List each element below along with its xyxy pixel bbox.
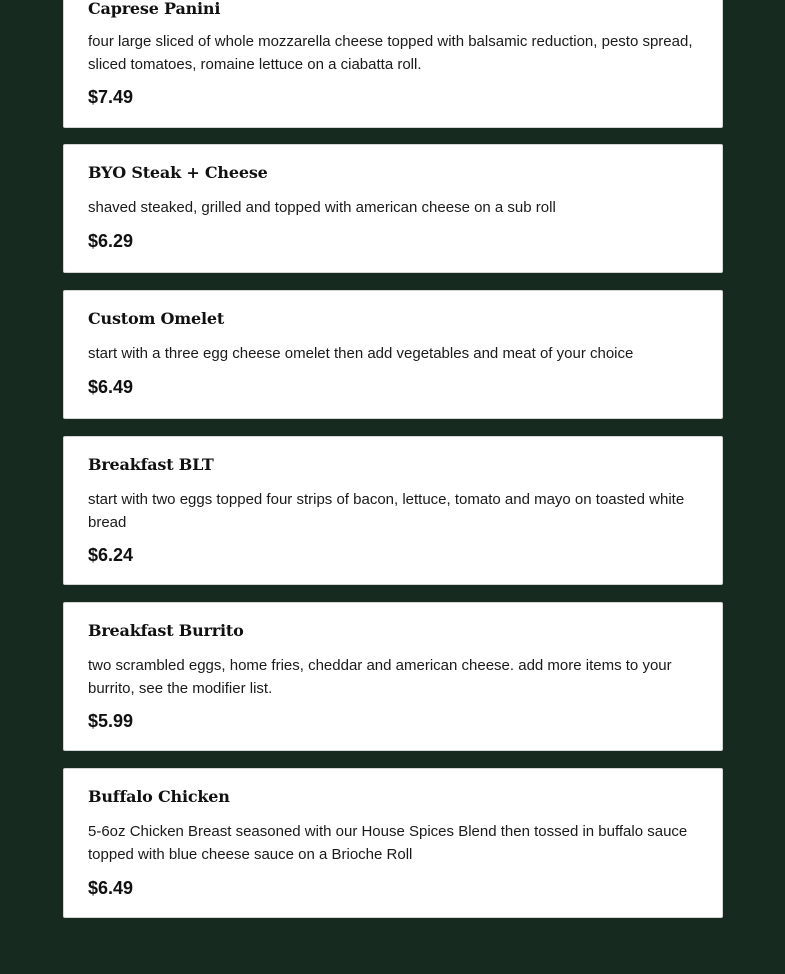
menu-item-card[interactable]	[63, 290, 723, 419]
menu-item-price: $7.49	[88, 87, 134, 107]
menu-item-price: $6.24	[88, 545, 134, 565]
menu-item-name: Buffalo Chicken	[88, 787, 230, 806]
menu-item-description: shaved steaked, grilled and topped with american cheese on a sub roll	[88, 199, 556, 216]
menu-item-card[interactable]	[63, 144, 723, 273]
menu-item-price: $6.49	[88, 377, 134, 397]
menu-item-price: $6.29	[88, 231, 134, 251]
menu-item-price: $6.49	[88, 878, 134, 898]
menu-item-description: 5-6oz Chicken Breast seasoned with our House Spices Blend then tossed in buffalo sauce topped with blue cheese sauce on a Brioche Roll	[88, 823, 688, 863]
menu-item-card[interactable]	[63, 436, 723, 585]
menu-item-description: two scrambled eggs, home fries, cheddar and american cheese. add more items to your burrito, see the modifier list.	[88, 657, 672, 697]
menu-item-card[interactable]	[63, 602, 723, 751]
menu-item-name: Breakfast Burrito	[88, 621, 244, 640]
menu-item-description: start with a three egg cheese omelet then add vegetables and meat of your choice	[88, 345, 634, 362]
menu-item-name: Custom Omelet	[88, 309, 225, 328]
menu-item-price: $5.99	[88, 711, 134, 731]
menu-item-name: Caprese Panini	[88, 0, 221, 18]
menu-item-card[interactable]	[63, 768, 723, 918]
menu-item-name: Breakfast BLT	[88, 455, 214, 474]
menu-item-name: BYO Steak + Cheese	[88, 163, 268, 182]
menu-item-description: start with two eggs topped four strips of bacon, lettuce, tomato and mayo on toasted white bread	[88, 491, 685, 531]
menu-item-description: four large sliced of whole mozzarella cheese topped with balsamic reduction, pesto spread, sliced tomatoes, romaine lettuce on a ciabatta roll.	[88, 33, 693, 73]
menu-item-card[interactable]	[63, 0, 723, 128]
